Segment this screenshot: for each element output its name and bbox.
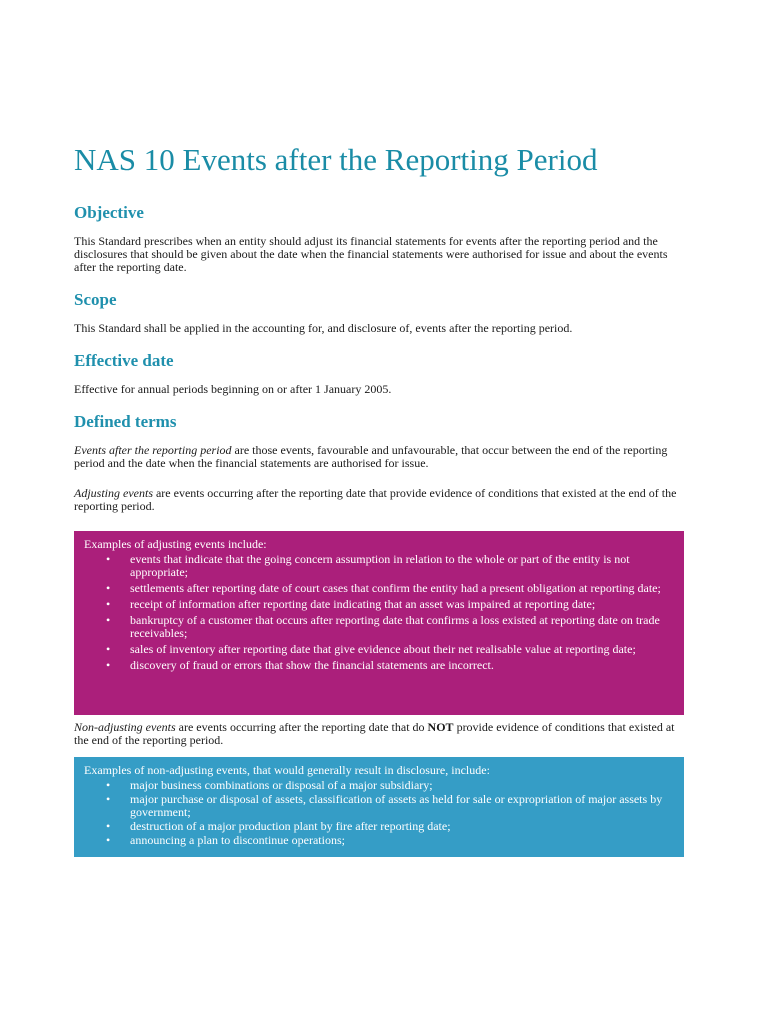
bullet-icon: • [106,833,111,847]
list-item [84,582,674,595]
adjusting-term: Adjusting events [74,486,153,500]
list-item [84,779,674,792]
scope-text: This Standard shall be applied in the accounting for, and disclosure of, events after the reporting period. [74,321,573,335]
bullet-icon: • [106,792,111,806]
non-adjusting-examples-box [74,757,684,857]
bullet-icon: • [106,613,111,627]
list-item-text: settlements after reporting date of court cases that confirm the entity had a present obligation at reporting date; [130,581,661,595]
bullet-icon: • [106,552,111,566]
bullet-icon: • [106,819,111,833]
list-item [84,834,674,847]
events-after-term: Events after the reporting period [74,443,232,457]
scope-heading: Scope [74,290,117,309]
list-item-text: events that indicate that the going concern assumption in relation to the whole or part of the entity is not appropriate; [130,552,630,579]
document-page [74,138,684,857]
list-item [84,614,674,640]
adjusting-text: are events occurring after the reporting date that provide evidence of conditions that existed at the end of the reporting period. [74,486,677,513]
non-adjusting-examples-intro: Examples of non-adjusting events, that would generally result in disclosure, include: [84,763,490,777]
bullet-icon: • [106,658,111,672]
list-item [84,643,674,656]
list-item-text: destruction of a major production plant by fire after reporting date; [130,819,451,833]
non-adjusting-emphasis: NOT [427,720,454,734]
adjusting-examples-intro: Examples of adjusting events include: [84,537,267,551]
adjusting-examples-box [74,531,684,715]
list-item [84,598,674,611]
list-item-text: major business combinations or disposal of a major subsidiary; [130,778,433,792]
adjusting-definition [74,487,684,513]
list-item [84,820,674,833]
effective-date-heading: Effective date [74,351,174,370]
list-item-text: sales of inventory after reporting date that give evidence about their net realisable value at reporting date; [130,642,636,656]
bullet-icon: • [106,581,111,595]
objective-text: This Standard prescribes when an entity should adjust its financial statements for events after the reporting period and the disclosures that should be given about the date when the financial statements were authorised for issue and about the events after the reporting date. [74,234,668,274]
list-item-text: major purchase or disposal of assets, classification of assets as held for sale or expropriation of major assets by government; [130,792,663,819]
bullet-icon: • [106,642,111,656]
bullet-icon: • [106,597,111,611]
bullet-icon: • [106,778,111,792]
non-adjusting-definition [74,721,684,747]
list-item-text: announcing a plan to discontinue operations; [130,833,345,847]
events-after-text: are those events, favourable and unfavourable, that occur between the end of the reporting period and the date when the financial statements are authorised for issue. [74,443,668,470]
objective-heading: Objective [74,203,144,222]
non-adjusting-examples-list [84,779,674,847]
events-after-definition [74,444,684,470]
non-adjusting-term: Non-adjusting events [74,720,176,734]
page-title: NAS 10 Events after the Reporting Period [74,142,598,177]
non-adjusting-text-part2: provide evidence of conditions that existed at the end of the reporting period. [74,720,675,747]
effective-date-text: Effective for annual periods beginning on or after 1 January 2005. [74,382,392,396]
adjusting-examples-list [84,553,674,672]
defined-terms-heading: Defined terms [74,412,177,431]
list-item [84,659,674,672]
non-adjusting-text-part1: are events occurring after the reporting date that do [175,720,428,734]
list-item [84,553,674,579]
list-item [84,793,674,819]
list-item-text: bankruptcy of a customer that occurs after reporting date that confirms a loss existed at reporting date on trade receivables; [130,613,660,640]
list-item-text: discovery of fraud or errors that show the financial statements are incorrect. [130,658,494,672]
list-item-text: receipt of information after reporting date indicating that an asset was impaired at reporting date; [130,597,596,611]
